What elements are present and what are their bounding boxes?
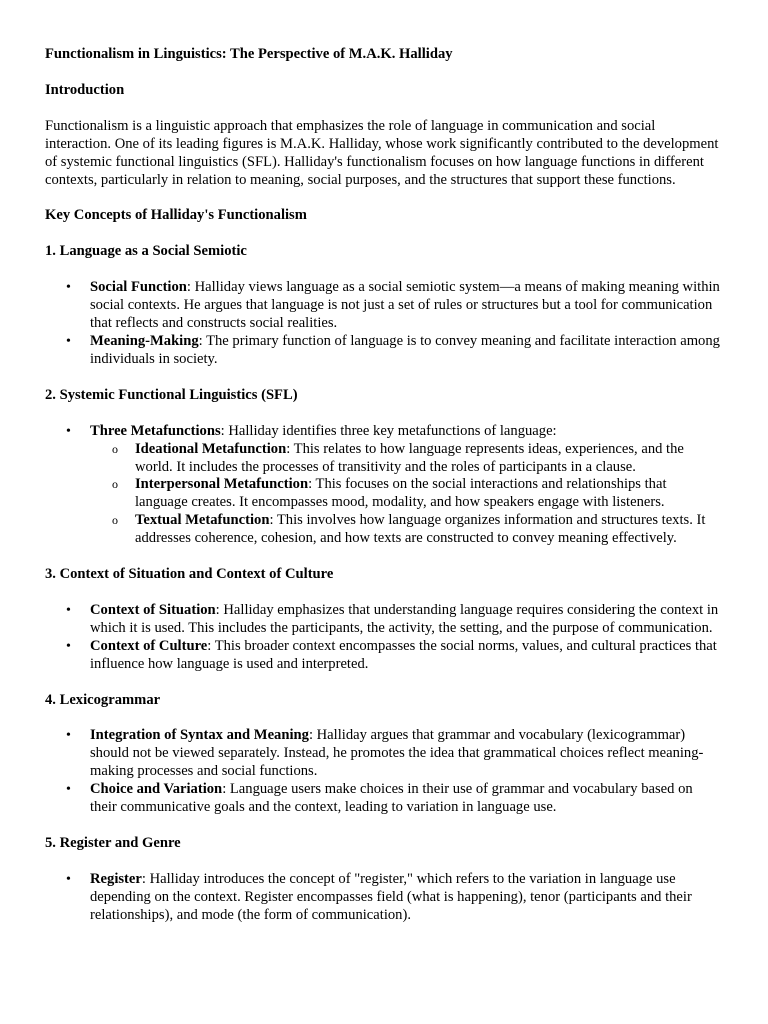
item-text: : This relates to how language represents ideas, experiences, and the world. It includes the processes of transitivity and the roles of participants in a clause. (135, 440, 684, 475)
list-item (45, 781, 720, 817)
item-term: Meaning-Making (90, 332, 199, 349)
sub-list (90, 441, 720, 548)
bullet-icon: • (66, 728, 71, 744)
list-item (45, 638, 720, 674)
section-heading: 5. Register and Genre (45, 835, 181, 851)
section-list (45, 871, 720, 925)
list-item (45, 333, 720, 369)
section-heading: 3. Context of Situation and Context of Culture (45, 566, 334, 583)
bullet-icon: • (66, 280, 71, 296)
list-item (45, 423, 720, 548)
item-term: Context of Situation (90, 601, 216, 618)
section-heading: 2. Systemic Functional Linguistics (SFL) (45, 386, 298, 403)
sub-bullet-icon: o (112, 513, 118, 528)
item-text: : Halliday argues that grammar and vocabulary (lexicogrammar) should not be viewed separately. Instead, he promotes the idea that grammatical choices reflect meaning-making processes and social functions. (90, 727, 704, 780)
item-text: : This broader context encompasses the social norms, values, and cultural practices that influence how language is used and interpreted. (90, 637, 717, 672)
item-term: Context of Culture (90, 637, 208, 654)
key-concepts-heading: Key Concepts of Halliday's Functionalism (45, 207, 307, 224)
item-text: : Halliday identifies three key metafunctions of language: (220, 422, 557, 439)
item-text: : Halliday views language as a social semiotic system—a means of making meaning within social contexts. He argues that language is not just a set of rules or structures but a tool for communication that reflects and constructs social realities. (90, 279, 720, 332)
document-title: Functionalism in Linguistics: The Perspective of M.A.K. Halliday (45, 46, 453, 62)
item-term: Three Metafunctions (90, 422, 221, 439)
item-text: : This involves how language organizes information and structures texts. It addresses coherence, cohesion, and how texts are constructed to convey meaning effectively. (135, 512, 706, 547)
section-heading: 4. Lexicogrammar (45, 691, 161, 708)
item-text: : Language users make choices in their use of grammar and vocabulary based on their communicative goals and the context, leading to variation in language use. (90, 781, 693, 816)
item-term: Textual Metafunction (135, 512, 270, 529)
item-term: Interpersonal Metafunction (135, 476, 309, 493)
sub-list-item (90, 512, 720, 548)
intro-heading: Introduction (45, 81, 125, 98)
intro-paragraph: Functionalism is a linguistic approach that emphasizes the role of language in communication and social interaction. One of its leading figures is M.A.K. Halliday, whose work significantly contributed to the development of systemic functional linguistics (SFL). Halliday's functionalism focuses on how language functions in different contexts, particularly in relation to meaning, social purposes, and the structures that support these functions. (45, 117, 719, 188)
bullet-icon: • (66, 333, 71, 349)
list-item (45, 727, 720, 781)
section-heading: 1. Language as a Social Semiotic (45, 243, 247, 260)
item-text: : Halliday emphasizes that understanding language requires considering the context in which it is used. This includes the participants, the activity, the setting, and the purpose of communication. (90, 601, 719, 636)
bullet-icon: • (66, 638, 71, 654)
list-item (45, 279, 720, 333)
list-item (45, 871, 720, 925)
item-term: Register (90, 870, 142, 887)
item-term: Social Function (90, 279, 187, 296)
bullet-icon: • (66, 782, 71, 798)
sub-bullet-icon: o (112, 477, 118, 492)
list-item (45, 602, 720, 638)
item-text: : The primary function of language is to convey meaning and facilitate interaction among individuals in society. (90, 332, 720, 367)
item-term: Choice and Variation (90, 781, 223, 798)
section-list (45, 423, 720, 548)
bullet-icon: • (66, 602, 71, 618)
item-text: : This focuses on the social interactions and relationships that language creates. It encompasses mood, modality, and how speakers engage with listeners. (135, 476, 667, 511)
item-term: Integration of Syntax and Meaning (90, 727, 309, 744)
sub-bullet-icon: o (112, 441, 118, 456)
section-list (45, 727, 720, 817)
bullet-icon: • (66, 423, 71, 439)
item-term: Ideational Metafunction (135, 440, 287, 457)
sub-list-item (90, 476, 720, 512)
sub-list-item (90, 441, 720, 477)
section-list (45, 602, 720, 674)
bullet-icon: • (66, 871, 71, 887)
section-list (45, 279, 720, 369)
item-text: : Halliday introduces the concept of "register," which refers to the variation in language use depending on the context. Register encompasses field (what is happening), tenor (participants and their relationships), and mode (the form of communication). (90, 870, 692, 923)
